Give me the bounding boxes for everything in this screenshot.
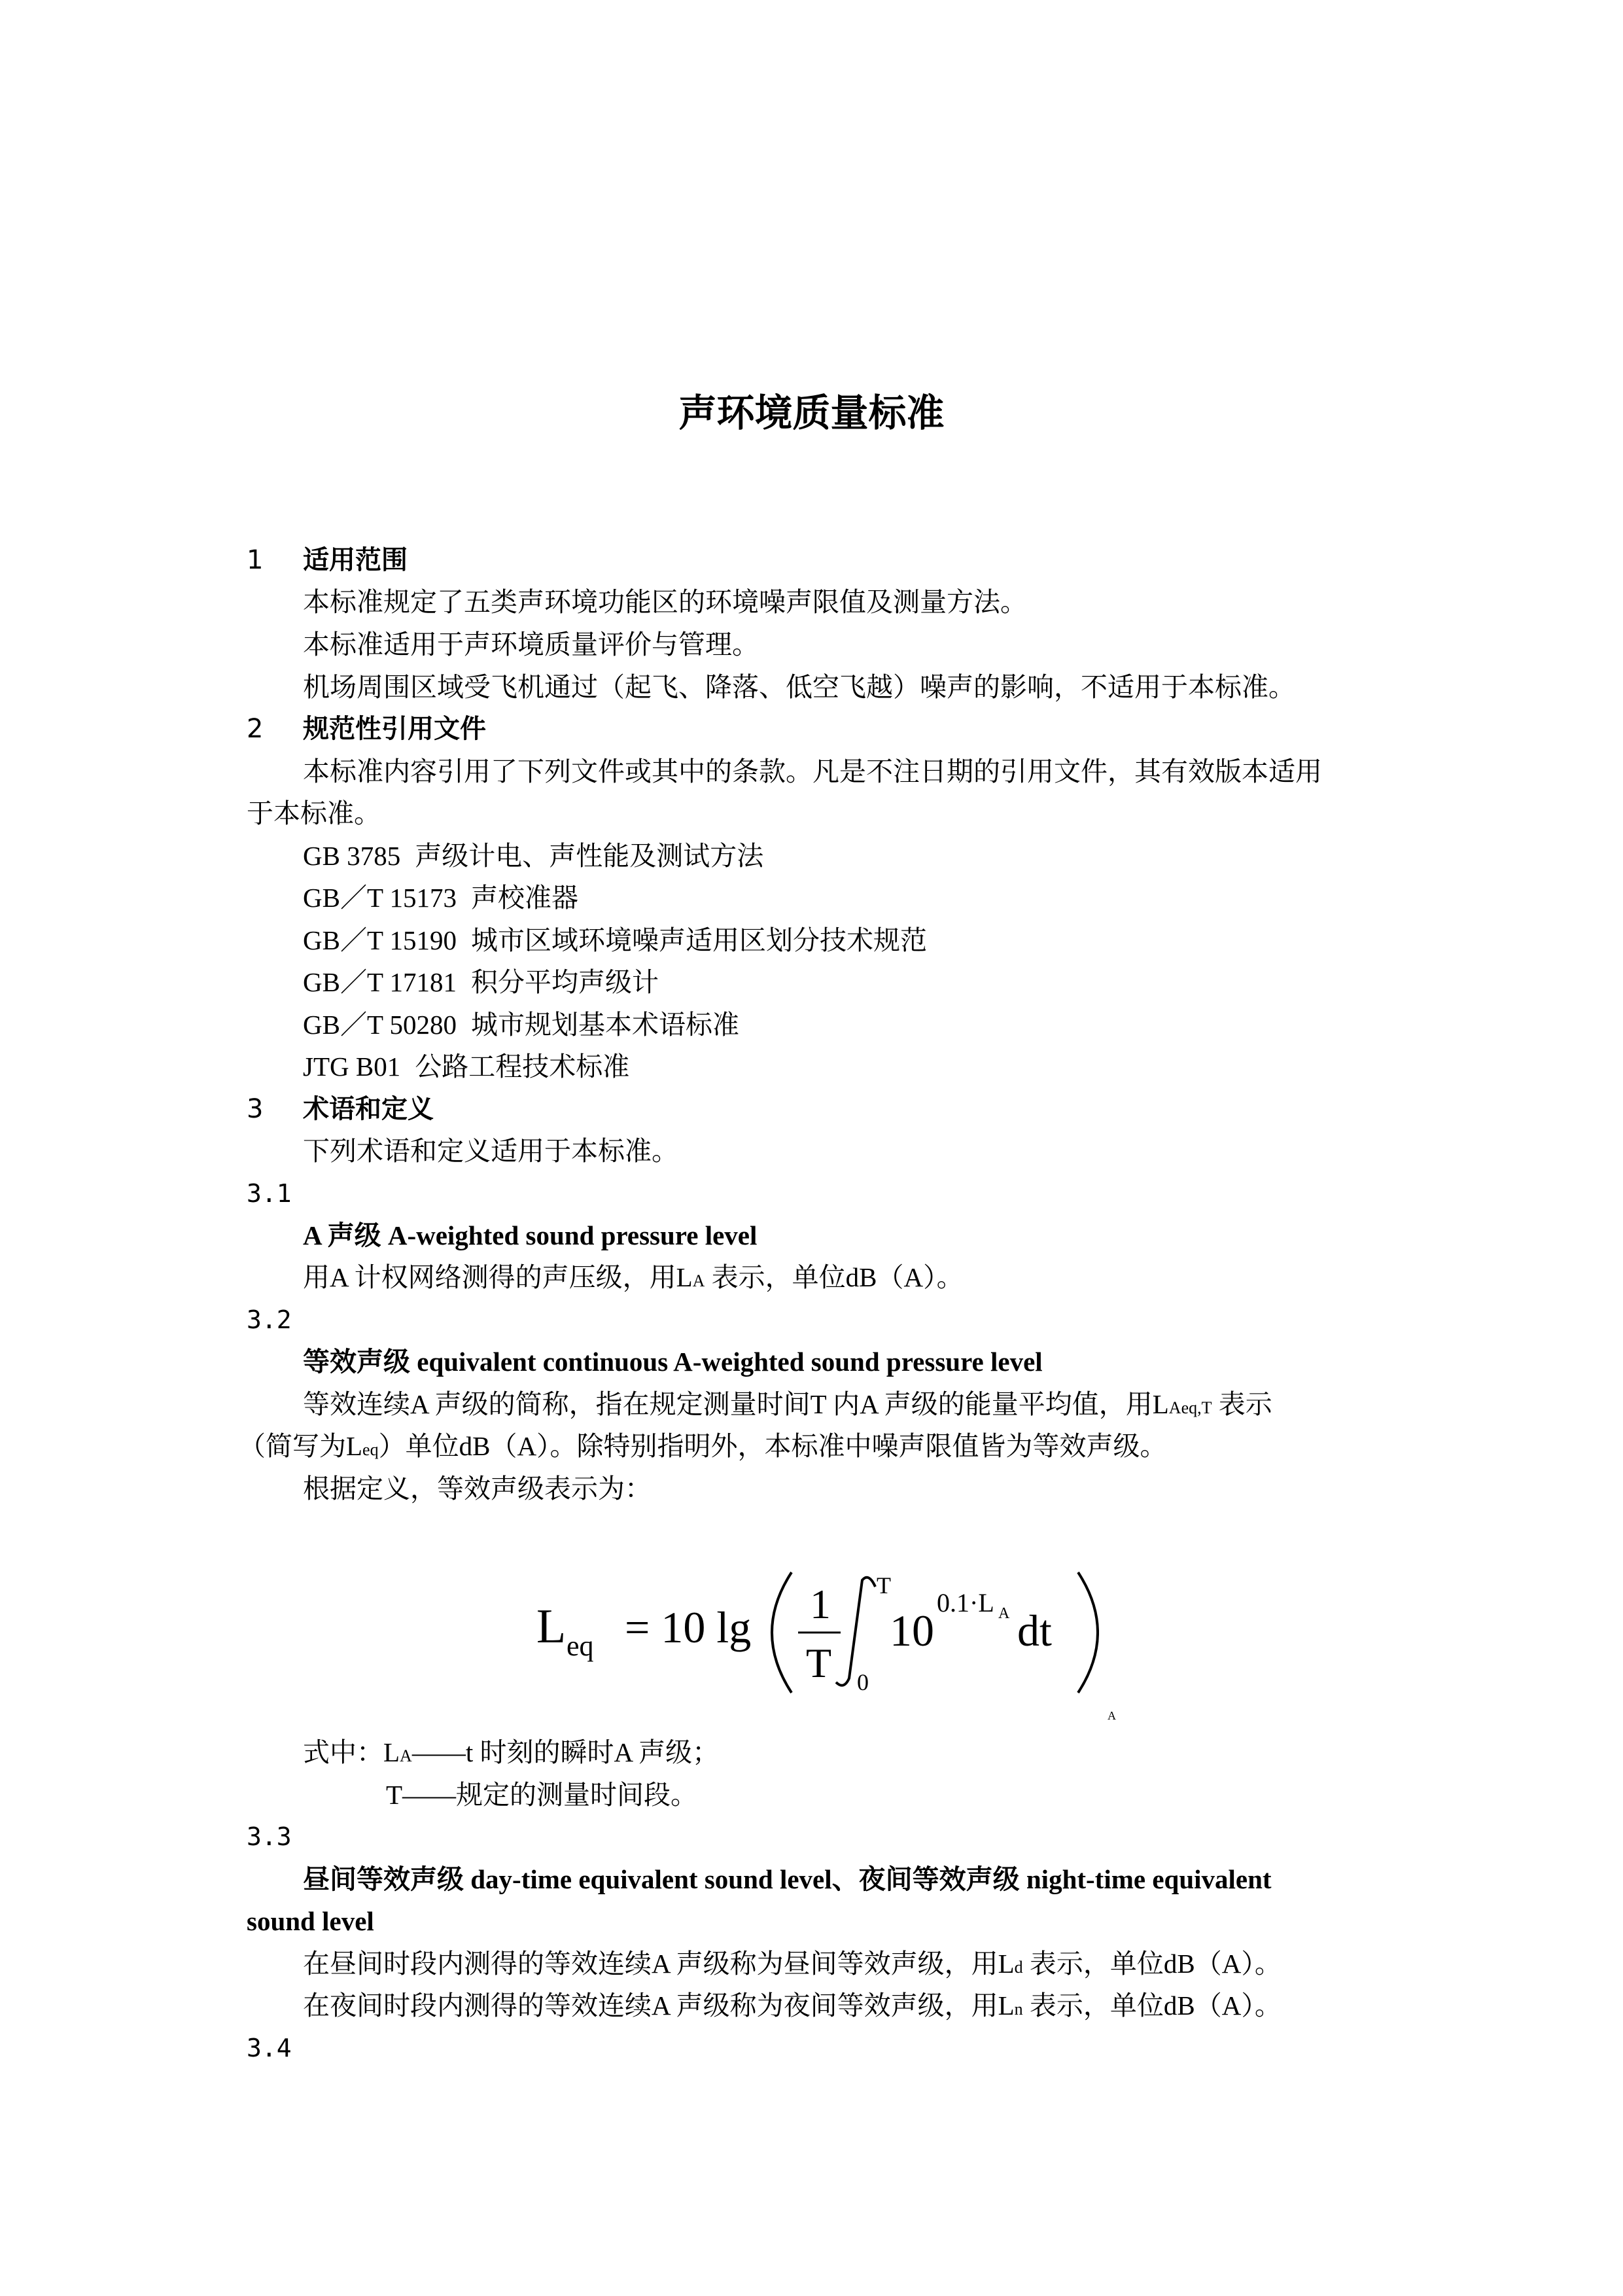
reference-name: 声校准器 (471, 883, 579, 913)
section-title: 规范性引用文件 (303, 714, 486, 744)
formula-legend (303, 1733, 719, 1776)
right-paren (1078, 1572, 1098, 1693)
reference-code: GB／T 50280 (303, 1010, 457, 1040)
reference-item (303, 1047, 629, 1086)
definition-text: 等效连续A 声级的简称，指在规定测量时间T 内A 声级的能量平均值，用L (303, 1389, 1169, 1419)
reference-code: GB／T 17181 (303, 967, 457, 997)
reference-item (303, 836, 763, 875)
symbol-subscript: A (692, 1271, 705, 1290)
symbol-subscript: A (400, 1746, 412, 1765)
section-title: 适用范围 (303, 545, 408, 575)
subsection-number: 3.4 (247, 2034, 292, 2062)
reference-code: GB／T 15173 (303, 883, 457, 913)
power-exponent: 0.1·L (937, 1588, 994, 1617)
reference-name: 城市规划基本术语标准 (471, 1010, 740, 1040)
reference-name: 积分平均声级计 (471, 967, 659, 997)
definition-text: 表示，单位dB（A）。 (1022, 1990, 1282, 2021)
definition (239, 1426, 1167, 1470)
left-paren (772, 1572, 792, 1693)
section-title: 术语和定义 (303, 1094, 434, 1124)
section-1-heading (247, 540, 408, 580)
paragraph: 根据定义，等效声级表示为： (303, 1474, 652, 1504)
definition-text: 表示 (1212, 1389, 1272, 1419)
formula-legend: T——规定的测量时间段。 (386, 1780, 698, 1810)
reference-item (303, 963, 659, 1002)
reference-name: 公路工程技术标准 (415, 1051, 630, 1082)
differential: dt (1017, 1606, 1052, 1655)
integral-lower: 0 (857, 1669, 869, 1695)
section-number: 1 (247, 545, 264, 575)
power-base: 10 (890, 1606, 934, 1655)
reference-item (303, 1005, 739, 1044)
paragraph: 本标准适用于声环境质量评价与管理。 (303, 629, 759, 660)
definition-text: （简写为L (239, 1431, 363, 1461)
reference-item (303, 878, 578, 917)
definition-text: 在夜间时段内测得的等效连续A 声级称为夜间等效声级，用L (303, 1990, 1015, 2021)
section-number: 3 (247, 1094, 264, 1124)
subsection-number: 3.1 (247, 1179, 292, 1208)
term-title: 昼间等效声级 day-time equivalent sound level、夜间等效声级 night-time equivalent (303, 1864, 1272, 1894)
definition-text: 表示，单位dB（A）。 (1022, 1949, 1282, 1979)
reference-code: GB 3785 (303, 841, 401, 871)
paragraph: 机场周围区域受飞机通过（起飞、降落、低空飞越）噪声的影响，不适用于本标准。 (303, 672, 1295, 702)
integral-upper: T (877, 1572, 891, 1598)
leq-formula (536, 1561, 1099, 1704)
definition-text: 表示，单位dB（A）。 (705, 1262, 964, 1292)
subsection-number: 3.2 (247, 1305, 292, 1334)
paragraph: 本标准内容引用了下列文件或其中的条款。凡是不注日期的引用文件，其有效版本适用 (303, 756, 1322, 786)
definition (303, 1258, 964, 1301)
reference-name: 城市区域环境噪声适用区划分技术规范 (471, 925, 928, 955)
integral-sign (836, 1578, 875, 1686)
reference-item (303, 921, 927, 960)
definition-text: 在昼间时段内测得的等效连续A 声级称为昼间等效声级，用L (303, 1949, 1015, 1979)
paragraph: 于本标准。 (247, 798, 381, 828)
section-2-heading (247, 709, 486, 749)
symbol-subscript: d (1014, 1958, 1023, 1977)
paragraph: 本标准规定了五类声环境功能区的环境噪声限值及测量方法。 (303, 587, 1027, 617)
definition (303, 1986, 1282, 2029)
fraction-denominator: T (806, 1640, 832, 1686)
formula-lhs-subscript: eq (567, 1630, 594, 1662)
legend-text: ——t 时刻的瞬时A 声级； (411, 1737, 720, 1767)
legend-text: 式中：L (303, 1737, 400, 1767)
symbol-subscript: n (1014, 2000, 1023, 2019)
section-3-heading (247, 1089, 434, 1129)
definition-text: ）单位dB（A）。除特别指明外，本标准中噪声限值皆为等效声级。 (378, 1431, 1167, 1461)
reference-code: JTG B01 (303, 1051, 401, 1082)
power-exponent-subscript: A (998, 1605, 1010, 1622)
term-title: 等效声级 equivalent continuous A-weighted sound pressure level (303, 1347, 1043, 1377)
reference-name: 声级计电、声性能及测试方法 (415, 841, 764, 871)
term-title: A 声级 A-weighted sound pressure level (303, 1220, 758, 1250)
formula-lhs: L (536, 1600, 567, 1653)
formula-equals-log: = 10 lg (625, 1602, 752, 1652)
fraction-numerator: 1 (810, 1581, 831, 1627)
term-title: sound level (247, 1906, 374, 1936)
definition (303, 1385, 1272, 1428)
paragraph: 下列术语和定义适用于本标准。 (303, 1136, 678, 1166)
definition (303, 1944, 1282, 1987)
section-number: 2 (247, 714, 264, 744)
document-title: 声环境质量标准 (678, 391, 945, 435)
symbol-subscript: eq (362, 1440, 379, 1459)
symbol-subscript: Aeq,T (1168, 1398, 1212, 1417)
definition-text: 用A 计权网络测得的声压级，用L (303, 1262, 693, 1292)
subsection-number: 3.3 (247, 1822, 292, 1851)
reference-code: GB／T 15190 (303, 925, 457, 955)
formula-note: A (1108, 1709, 1116, 1722)
